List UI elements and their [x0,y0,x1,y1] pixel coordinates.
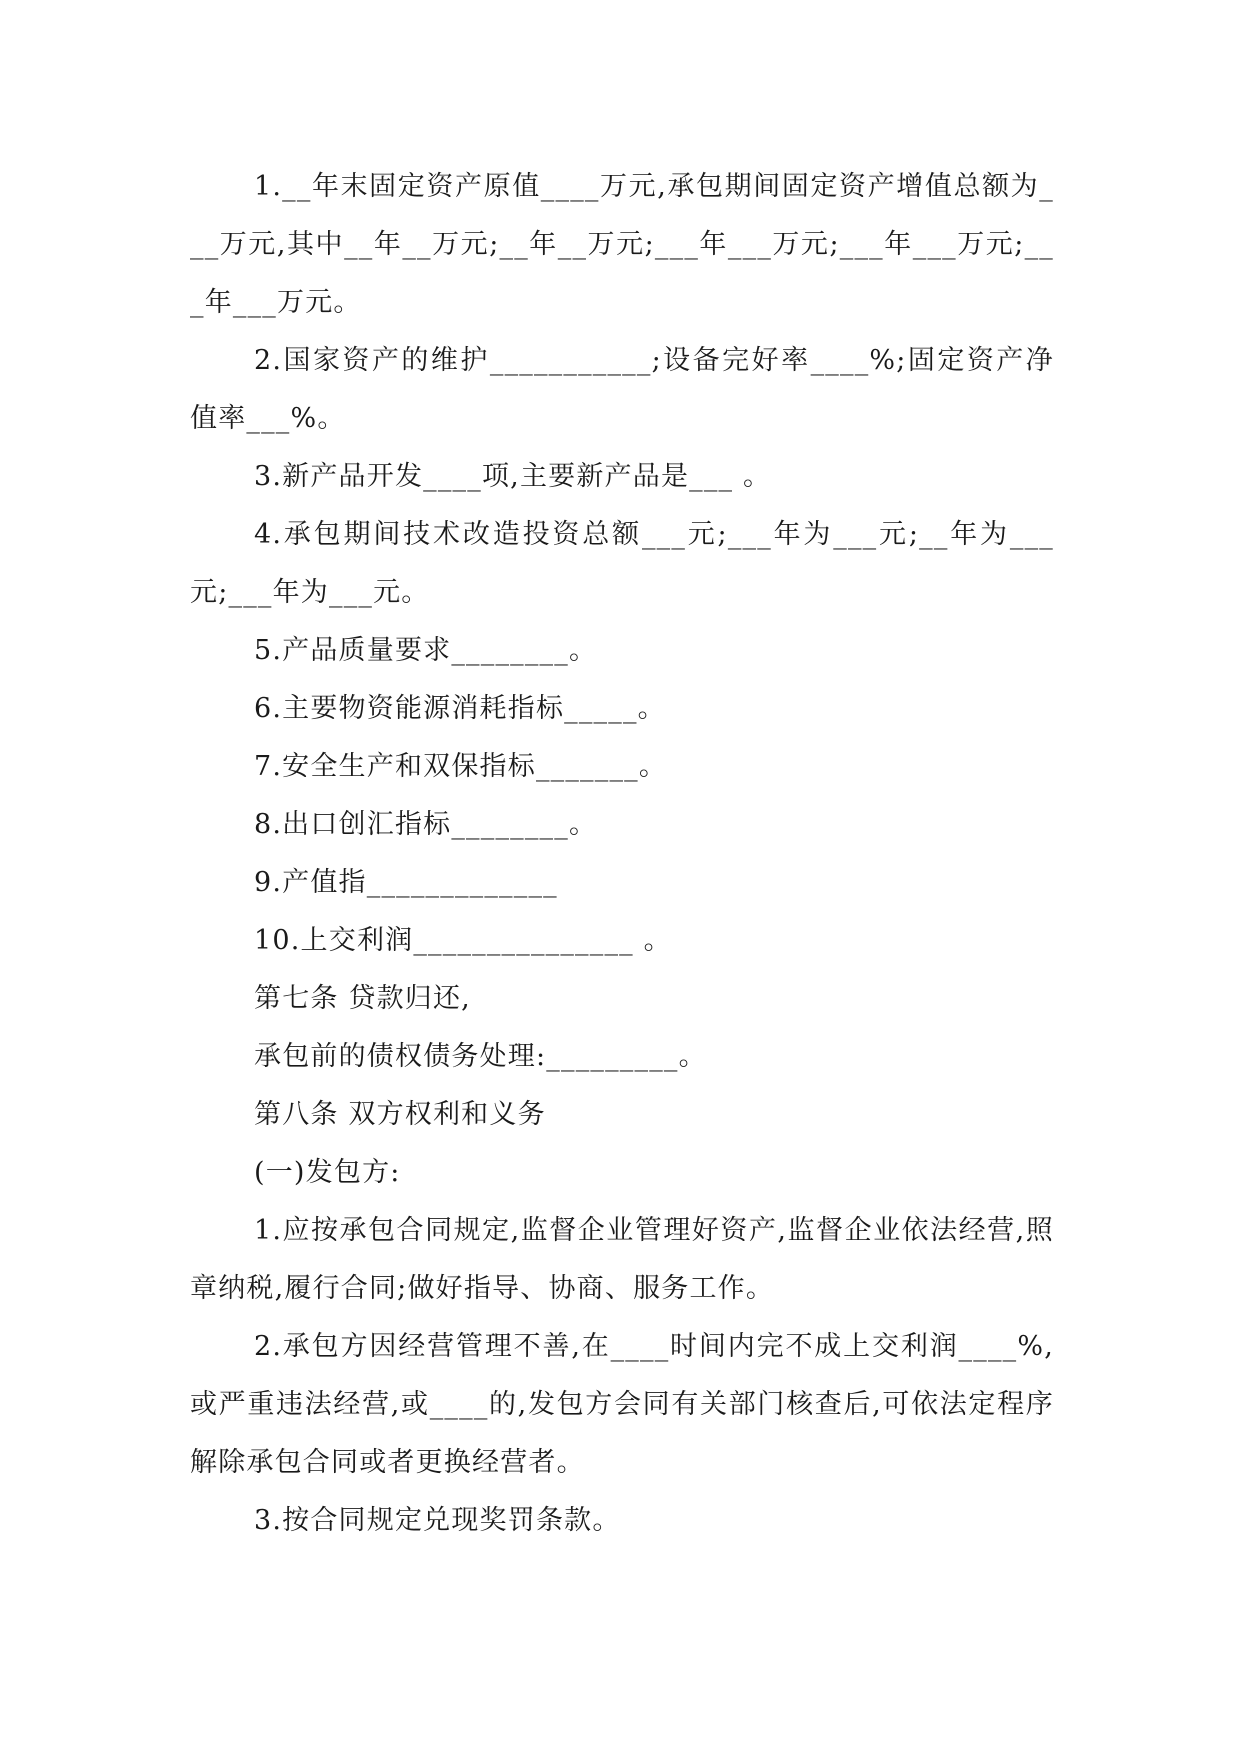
paragraph-export: 8.出口创汇指标________。 [254,809,598,840]
paragraph-output-value: 9.产值指_____________ [254,867,558,898]
document-body [190,158,1054,1550]
paragraph-tech-investment: 4.承包期间技术改造投资总额___元;___年为___元;__年为___元;___年为___元。 [190,519,1054,608]
article-seven-heading: 第七条 贷款归还, [254,983,471,1014]
article-eight-heading: 第八条 双方权利和义务 [254,1099,546,1130]
paragraph-fixed-assets: 1.__年末固定资产原值____万元,承包期间固定资产增值总额为___万元,其中__年__万元;__年__万元;___年___万元;___年___万元;___年___万元。 [190,171,1054,318]
paragraph-employer-duty-2: 2.承包方因经营管理不善,在____时间内完不成上交利润____%,或严重违法经营,或____的,发包方会同有关部门核查后,可依法定程序解除承包合同或者更换经营者。 [190,1331,1054,1478]
paragraph-state-assets: 2.国家资产的维护___________;设备完好率____%;固定资产净值率___%。 [190,345,1054,434]
paragraph-safety: 7.安全生产和双保指标_______。 [254,751,668,782]
section-employer-heading: (一)发包方: [254,1157,401,1188]
paragraph-profit: 10.上交利润_______________ 。 [254,925,672,956]
paragraph-energy: 6.主要物资能源消耗指标_____。 [254,693,666,724]
paragraph-quality: 5.产品质量要求________。 [254,635,598,666]
paragraph-new-products: 3.新产品开发____项,主要新产品是___ 。 [254,461,772,492]
paragraph-debts: 承包前的债权债务处理:_________。 [254,1041,707,1072]
paragraph-employer-duty-3: 3.按合同规定兑现奖罚条款。 [254,1505,621,1536]
paragraph-employer-duty-1: 1.应按承包合同规定,监督企业管理好资产,监督企业依法经营,照章纳税,履行合同;做好指导、协商、服务工作。 [190,1215,1054,1304]
